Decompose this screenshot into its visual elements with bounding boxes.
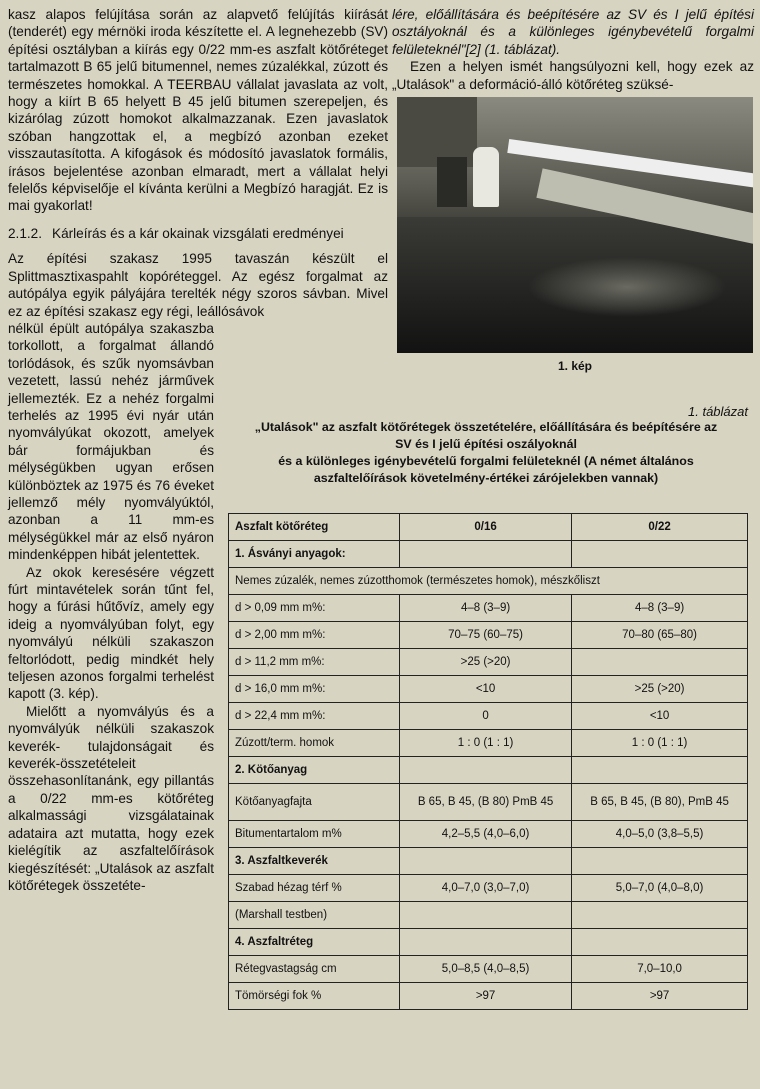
table-cell: 70–75 (60–75) <box>400 622 572 649</box>
section-number: 2.1.2. <box>8 225 43 241</box>
table-row <box>229 622 748 649</box>
table-cell: 5,0–8,5 (4,0–8,5) <box>400 956 572 983</box>
table-cell: <10 <box>572 703 748 730</box>
table-cell <box>400 929 572 956</box>
table-cell: 0 <box>400 703 572 730</box>
table-cell: Aszfalt kötőréteg <box>229 514 400 541</box>
section-title: Kárleírás és a kár okainak vizsgálati eredményei <box>52 225 344 241</box>
table-cell: 1 : 0 (1 : 1) <box>400 730 572 757</box>
table-cell: Zúzott/term. homok <box>229 730 400 757</box>
table-row <box>229 730 748 757</box>
paragraph: Az okok keresésére végzett fúrt mintavételek során tűnt fel, hogy a fúrási hűtővíz, amely egy ideig a nyomvályúban folyt, egy nyomvályú nélküli szakaszon feltorlódott, pedig mindkét hely teljesen azonos forgalmi terhelést kapott (3. kép). <box>8 564 214 702</box>
table-row <box>229 649 748 676</box>
table-cell: d > 0,09 mm m%: <box>229 595 400 622</box>
table-cell: 4,2–5,5 (4,0–6,0) <box>400 821 572 848</box>
table-cell: 0/16 <box>400 514 572 541</box>
table-cell: >97 <box>572 983 748 1010</box>
table-row <box>229 929 748 956</box>
table-cell: >25 (>20) <box>572 676 748 703</box>
table-cell: B 65, B 45, (B 80) PmB 45 <box>400 784 572 821</box>
table-cell: Rétegvastagság cm <box>229 956 400 983</box>
table-cell: Kötőanyagfajta <box>229 784 400 821</box>
table-row <box>229 676 748 703</box>
narrow-column <box>8 320 214 894</box>
table-cell <box>572 902 748 929</box>
table-title-line: SV és I jelű építési oszályoknál <box>395 437 577 451</box>
table-row <box>229 595 748 622</box>
table-row <box>229 784 748 821</box>
paragraph: nélkül épült autópálya szakaszba torkollott, a forgalmat állandó torlódások, és szűk nyomsávban vezetett, lassú nehéz járművek jellemezték. Ez a nehéz forgalmi terhelés az 1995 évi nyár után nyomvályúkat okozott, amelyek bár formájukban és mélységükben ugyan erősen különböztek az 1975 és 76 éveket jellemző mély nyomvályúktól, azonban a 11 mm-es mélységükkel már az első nyáron mindenképpen hibát jelentettek. <box>8 320 214 563</box>
table-cell <box>572 848 748 875</box>
paragraph: Az építési szakasz 1995 tavaszán készült el Splittmasztixaspahlt kopóréteggel. Az egész forgalmat az autópálya egyik pályájára terelték négy szoros sávban. Mivel ez az építési szakasz egy régi, leállósávok <box>8 251 388 319</box>
table-row <box>229 848 748 875</box>
table-cell: >25 (>20) <box>400 649 572 676</box>
photo-worker <box>473 147 499 207</box>
table-cell <box>400 848 572 875</box>
table-cell: 0/22 <box>572 514 748 541</box>
table-cell <box>572 649 748 676</box>
table-row <box>229 956 748 983</box>
table-cell: d > 2,00 mm m%: <box>229 622 400 649</box>
table-cell: Tömörségi fok % <box>229 983 400 1010</box>
table-cell: 70–80 (65–80) <box>572 622 748 649</box>
table-cell: 4,0–7,0 (3,0–7,0) <box>400 875 572 902</box>
photo-worker <box>437 157 467 207</box>
table-row <box>229 902 748 929</box>
table-row <box>229 821 748 848</box>
table-cell: <10 <box>400 676 572 703</box>
paragraph: Mielőtt a nyomvályús és a nyomvályúk nélküli szakaszok keverék- tulajdonságait és keverék-összetételeit összehasonlítanánk, egy pillantás a 0/22 mm-es kötőréteg alkalmassági vizsgálatainak adataira azt mutatta, hogy ezek kielégítik az aszfaltelőírások kiegészítését: „Utalások az aszfalt kötőrétegek összetéte- <box>8 703 214 893</box>
table-header <box>229 514 748 541</box>
table-cell: 4. Aszfaltréteg <box>229 929 400 956</box>
table-cell <box>400 902 572 929</box>
paragraph: Ezen a helyen ismét hangsúlyozni kell, hogy ezek az „Utalások" a deformáció-álló kötőréteg szüksé- <box>392 59 754 92</box>
table-cell: 4,0–5,0 (3,8–5,5) <box>572 821 748 848</box>
table-cell: Nemes zúzalék, nemes zúzotthomok (természetes homok), mészkőliszt <box>229 568 748 595</box>
table-title-line: aszfaltelőírások követelmény-értékei zárójelekben vannak) <box>313 471 659 485</box>
table-cell: 5,0–7,0 (4,0–8,0) <box>572 875 748 902</box>
table-cell: 1. Ásványi anyagok: <box>229 541 400 568</box>
table-cell: d > 22,4 mm m%: <box>229 703 400 730</box>
table-cell: 4–8 (3–9) <box>400 595 572 622</box>
table-cell: >97 <box>400 983 572 1010</box>
table-title-line: és a különleges igénybevételű forgalmi felületeknél (A német általános <box>278 454 694 468</box>
table-cell: 3. Aszfaltkeverék <box>229 848 400 875</box>
photo-wet-surface <box>527 257 727 317</box>
paragraph: lére, előállítására és beépítésére az SV és I jelű építési osztályoknál és a különleges igénybevételű forgalmi felületeknél"[2] (1. táblázat). <box>392 7 754 57</box>
table-row <box>229 875 748 902</box>
table-row <box>229 541 748 568</box>
table-cell: 4–8 (3–9) <box>572 595 748 622</box>
table-cell: d > 11,2 mm m%: <box>229 649 400 676</box>
table-cell <box>572 757 748 784</box>
table-row <box>229 703 748 730</box>
table-cell: 1 : 0 (1 : 1) <box>572 730 748 757</box>
table-cell <box>400 757 572 784</box>
right-column <box>392 6 754 93</box>
table-title <box>222 419 750 487</box>
photo-caption: 1. kép <box>557 359 593 373</box>
table-number: 1. táblázat <box>688 404 748 419</box>
table-cell <box>572 929 748 956</box>
table-cell: (Marshall testben) <box>229 902 400 929</box>
table-cell: Bitumentartalom m% <box>229 821 400 848</box>
table-cell: B 65, B 45, (B 80), PmB 45 <box>572 784 748 821</box>
table-cell: d > 16,0 mm m%: <box>229 676 400 703</box>
table-cell <box>400 541 572 568</box>
paragraph: kasz alapos felújítása során az alapvető felújítás kiírását (tenderét) egy mérnöki iroda készítette el. A legnehezebb (SV) építési osztályban a kiírás egy 0/22 mm-es aszfalt kötőréteget tartalmazott B 65 jelű bitumennel, nemes zúzalékkal, zúzott és természetes homokkal. A TEERBAU vállalat javaslata az volt, hogy a kiírt B 65 helyett B 45 jelű bitumen szerepeljen, és kizárólag zúzott homokot alkalmazzanak. Ezen javaslatok szóban hangzottak el, a megbízó azonban ezeket visszautasította. A kifogások és módosító javaslatok formális, írásos bejelentése azonban elmaradt, mert a vállalat helyi felelős képviselője el kívánta kerülni a Megbízó haragját. Ez is mai gyakorlat! <box>8 7 388 214</box>
table-cell: Szabad hézag térf % <box>229 875 400 902</box>
section-heading <box>8 225 388 242</box>
table-title-line: „Utalások" az aszfalt kötőrétegek összetételére, előállítására és beépítésére az <box>254 420 718 434</box>
table-cell <box>572 541 748 568</box>
requirements-table <box>228 513 748 1010</box>
table-row <box>229 568 748 595</box>
road-photo <box>397 97 753 353</box>
table-cell: 2. Kötőanyag <box>229 757 400 784</box>
table-row <box>229 757 748 784</box>
table-row <box>229 983 748 1010</box>
table-cell: 7,0–10,0 <box>572 956 748 983</box>
